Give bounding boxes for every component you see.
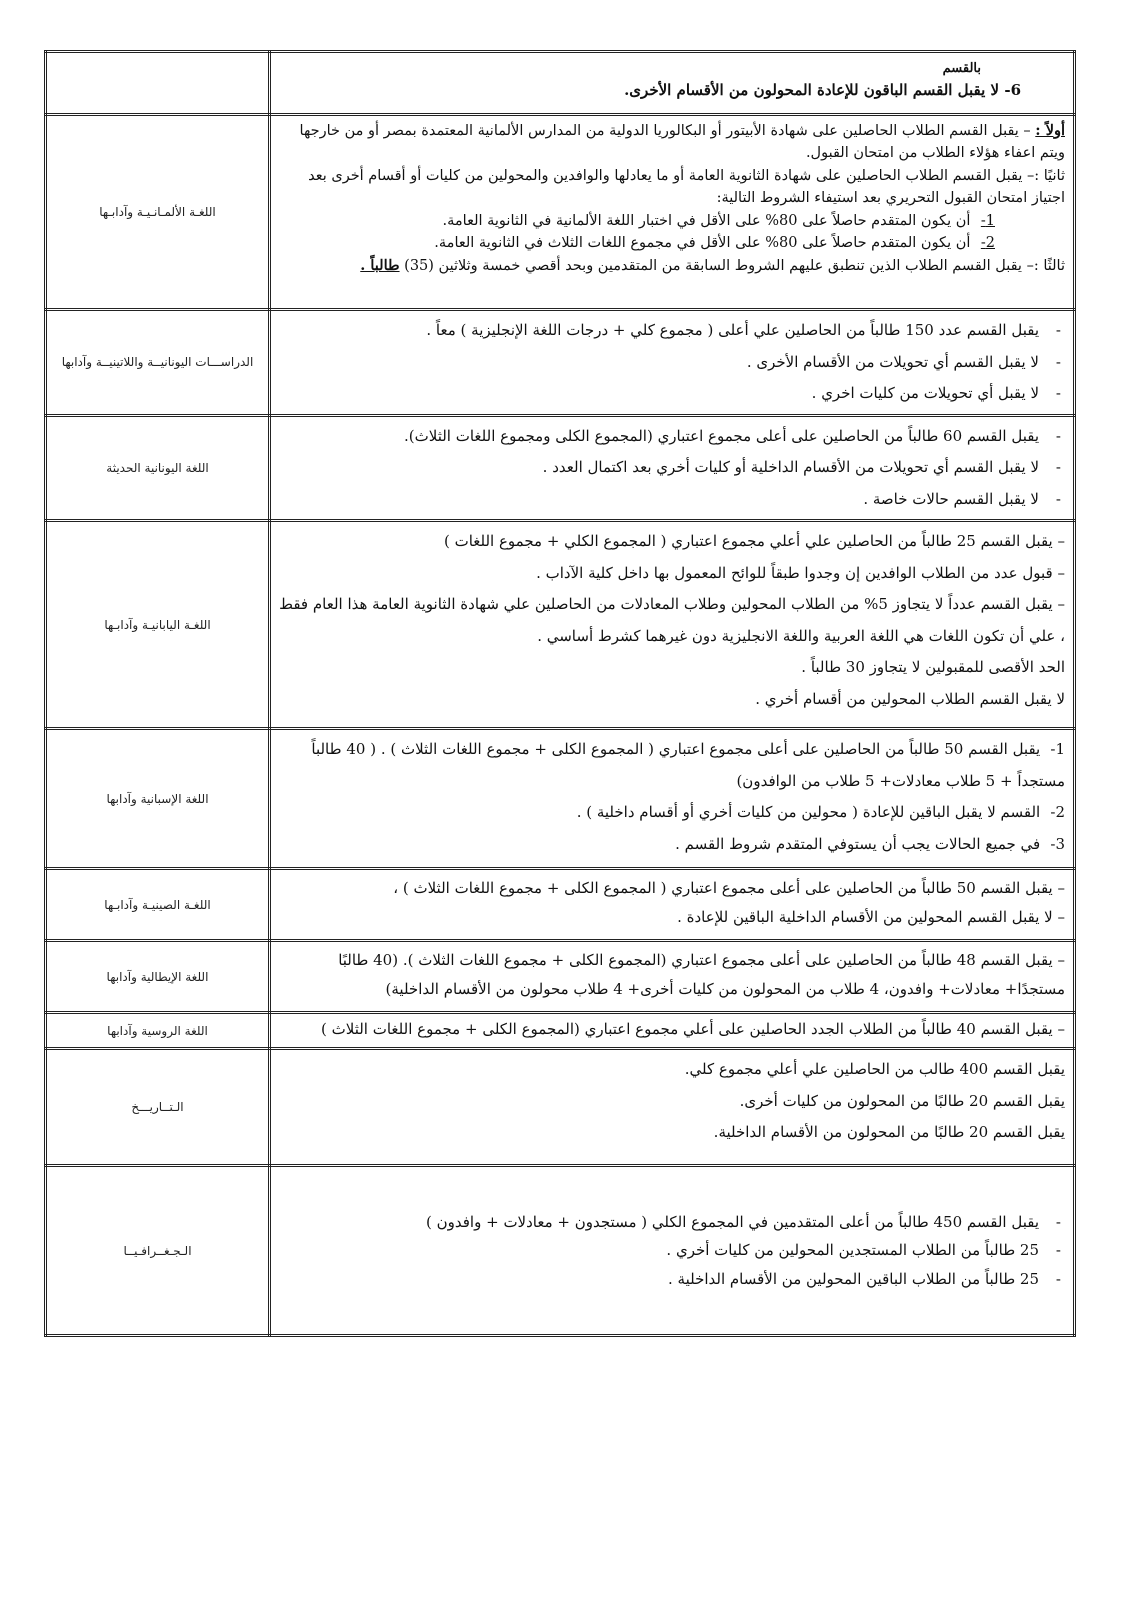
geography-dept: الـجـغــرافـيــا — [46, 1166, 270, 1336]
german-third — [279, 255, 1065, 277]
intro-content — [270, 52, 1075, 115]
german-cond1-num: 1- — [980, 212, 995, 229]
geography-list — [279, 1208, 1065, 1294]
history-dept: الـتــاريـــخ — [46, 1049, 270, 1166]
japanese-content — [270, 521, 1075, 729]
japanese-line: لا يقبل القسم الطلاب المحولين من أقسام أخري . — [755, 689, 1065, 708]
german-first — [279, 120, 1065, 165]
greek-latin-list — [279, 315, 1065, 410]
german-first-label: أولاً : — [1035, 122, 1065, 139]
russian-dept: اللغة الروسية وآدابها — [46, 1013, 270, 1049]
japanese-line: – قبول عدد من الطلاب الوافدين إن وجدوا طبقاً للوائح المعمول بها داخل كلية الآداب . — [536, 563, 1065, 582]
chinese-line: – لا يقبل القسم المحولين من الأقسام الداخلية الباقين للإعادة . — [677, 907, 1065, 926]
chinese-dept: اللغـة الصينيـة وآدابـها — [46, 869, 270, 941]
row-chinese — [46, 869, 1075, 941]
row-spanish — [46, 729, 1075, 869]
history-line: يقبل القسم 20 طالبًا من المحولون من الأقسام الداخلية. — [713, 1123, 1065, 1141]
geography-content — [270, 1166, 1075, 1336]
spanish-dept: اللغة الإسبانية وآدابها — [46, 729, 270, 869]
greek-latin-dept: الدراســـات اليونانيــة واللاتينيــة وآدابها — [46, 310, 270, 416]
german-cond2 — [279, 232, 1065, 254]
intro-line2 — [279, 79, 1065, 102]
row-intro — [46, 52, 1075, 115]
german-third-end: طالباً . — [360, 256, 400, 274]
row-modern-greek — [46, 415, 1075, 521]
list-item: - لا يقبل أي تحويلات من كليات اخري . — [279, 378, 1065, 410]
row-russian — [46, 1013, 1075, 1049]
spanish-item-text: يقبل القسم 50 طالباً من الحاصلين على أعلى مجموع اعتباري ( المجموع الكلى + مجموع اللغات الثلاث ) . ( 40 طالباً مستجداً + 5 طلاب معادلات+ 5 طلاب من الوافدون) — [311, 740, 1065, 790]
japanese-dept: اللغـة اليابانيـة وآدابـها — [46, 521, 270, 729]
admission-rules-table — [44, 50, 1076, 1337]
greek-latin-content — [270, 310, 1075, 416]
history-line: يقبل القسم 20 طالبًا من المحولون من كليات أخرى. — [739, 1091, 1065, 1110]
spanish-item-num: 3- — [1050, 834, 1065, 853]
row-history — [46, 1049, 1075, 1166]
modern-greek-content — [270, 415, 1075, 521]
row-greek-latin — [46, 310, 1075, 416]
list-item: - لا يقبل القسم أي تحويلات من الأقسام الأخرى . — [279, 347, 1065, 379]
list-item: - لا يقبل القسم حالات خاصة . — [279, 484, 1065, 516]
german-cond1-text: أن يكون المتقدم حاصلاً على 80% على الأقل في اختبار اللغة الألمانية في الثانوية العامة. — [442, 212, 971, 229]
row-japanese — [46, 521, 1075, 729]
german-cond2-text: أن يكون المتقدم حاصلاً على 80% على الأقل في مجموع اللغات الثلاث في الثانوية العامة. — [434, 235, 971, 252]
spanish-item-num: 1- — [1050, 740, 1065, 758]
spanish-item-text: القسم لا يقبل الباقين للإعادة ( محولين من كليات أخري أو أقسام داخلية ) . — [576, 803, 1041, 821]
intro-dept-cell — [46, 52, 270, 115]
german-dept: اللغـة الألمـانـيـة وآدابـها — [46, 115, 270, 310]
italian-content — [270, 941, 1075, 1013]
chinese-line: – يقبل القسم 50 طالباً من الحاصلين على أعلى مجموع اعتباري ( المجموع الكلى + مجموع اللغات الثلاث ) ، — [393, 879, 1065, 897]
german-cond1 — [279, 210, 1065, 232]
intro-line2-num: 6- — [1004, 80, 1021, 99]
row-geography — [46, 1166, 1075, 1336]
italian-text: – يقبل القسم 48 طالباً من الحاصلين على أعلى مجموع اعتباري (المجموع الكلى + مجموع اللغات الثلاث ). (40 طالبًا مستجدًا+ معادلات+ وافدون، 4 طلاب من المحولون من كليات أخرى+ 4 طلاب محولون من الأقسام الداخلية) — [338, 951, 1065, 998]
japanese-line: – يقبل القسم 25 طالباً من الحاصلين علي أعلي مجموع اعتباري ( المجموع الكلي + مجموع اللغات ) — [443, 532, 1065, 550]
list-item: - 25 طالباً من الطلاب المستجدين المحولين من كليات أخري . — [279, 1236, 1065, 1265]
russian-text: – يقبل القسم 40 طالباً من الطلاب الجدد الحاصلين على أعلي مجموع اعتباري (المجموع الكلى + مجموع اللغات الثلاث ) — [321, 1020, 1065, 1038]
row-german — [46, 115, 1075, 310]
spanish-item — [279, 797, 1065, 829]
german-second: ثانيًا :– يقبل القسم الطلاب الحاصلين على شهادة الثانوية العامة أو ما يعادلها والوافدين والمحولين من كليات أو أقسام أخرى بعد اجتياز امتحان القبول التحريري بعد استيفاء الشروط التالية: — [308, 167, 1065, 207]
list-item: - 25 طالباً من الطلاب الباقين المحولين من الأقسام الداخلية . — [279, 1265, 1065, 1294]
intro-line2-text: لا يقبل القسم الباقون للإعادة المحولون من الأقسام الأخرى. — [624, 80, 1000, 99]
german-cond2-num: 2- — [980, 235, 995, 252]
russian-content — [270, 1013, 1075, 1049]
spanish-item — [279, 829, 1065, 861]
intro-line1: بالقسم — [942, 61, 981, 76]
list-item: - يقبل القسم 60 طالباً من الحاصلين على أعلى مجموع اعتباري (المجموع الكلى ومجموع اللغات الثلاث). — [279, 421, 1065, 453]
chinese-content — [270, 869, 1075, 941]
german-content — [270, 115, 1075, 310]
history-content — [270, 1049, 1075, 1166]
japanese-line: الحد الأقصى للمقبولين لا يتجاوز 30 طالباً . — [801, 658, 1065, 676]
list-item: - لا يقبل القسم أي تحويلات من الأقسام الداخلية أو كليات أخري بعد اكتمال العدد . — [279, 452, 1065, 484]
spanish-item — [279, 734, 1065, 797]
modern-greek-list — [279, 421, 1065, 516]
list-item: - يقبل القسم 450 طالباً من أعلى المتقدمين في المجموع الكلي ( مستجدون + معادلات + وافدون ) — [279, 1208, 1065, 1237]
list-item: - يقبل القسم عدد 150 طالباً من الحاصلين علي أعلى ( مجموع كلي + درجات اللغة الإنجليزية ) معاً . — [279, 315, 1065, 347]
italian-dept: اللغة الإيطالية وآدابها — [46, 941, 270, 1013]
german-third-text: ثالثًا :– يقبل القسم الطلاب الذين تنطبق عليهم الشروط السابقة من المتقدمين وبحد أقصي خمسة وثلاثين (35) — [404, 257, 1065, 274]
row-italian — [46, 941, 1075, 1013]
spanish-content — [270, 729, 1075, 869]
modern-greek-dept: اللغة اليونانية الحديثة — [46, 415, 270, 521]
spanish-item-text: في جميع الحالات يجب أن يستوفي المتقدم شروط القسم . — [675, 834, 1041, 853]
german-first-text: – يقبل القسم الطلاب الحاصلين على شهادة الأبيتور أو البكالوريا الدولية من المدارس الألمانية المعتمدة بمصر أو من خارجها ويتم اعفاء هؤلاء الطلاب من امتحان القبول. — [299, 123, 1065, 162]
spanish-item-num: 2- — [1050, 803, 1065, 821]
japanese-line: – يقبل القسم عدداً لا يتجاوز 5% من الطلاب المحولين وطلاب المعادلات من الحاصلين علي شهادة الثانوية العامة هذا العام فقط ، علي أن تكون اللغات هي اللغة العربية واللغة الانجليزية دون غيرهما كشرط أساسي . — [279, 595, 1065, 645]
history-line: يقبل القسم 400 طالب من الحاصلين علي أعلي مجموع كلي. — [684, 1060, 1065, 1078]
